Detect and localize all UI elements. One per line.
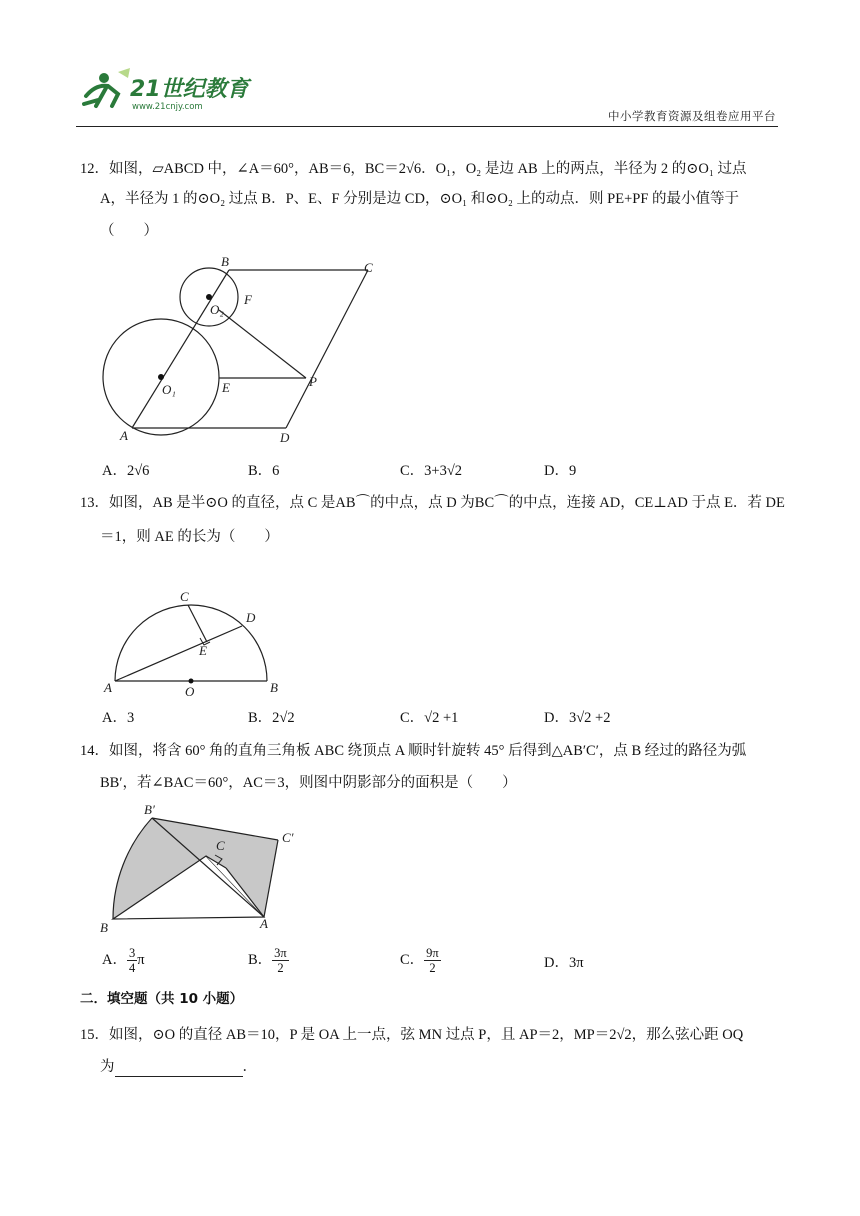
label-C: C xyxy=(364,260,373,275)
q13-option-d: D．3√2 +2 xyxy=(544,710,611,726)
label-B: B xyxy=(221,254,229,269)
q13-figure xyxy=(96,588,296,700)
q14-figure xyxy=(96,800,306,940)
label-C: C xyxy=(216,838,225,853)
q12-option-c: C．3+3√2 xyxy=(400,463,463,479)
label-B: B xyxy=(270,680,278,695)
q12-line3: （ ） xyxy=(100,223,158,239)
q14-option-d: D．3π xyxy=(544,955,584,971)
q12-option-d: D．9 xyxy=(544,463,577,479)
q13-line1: 13．如图，AB 是半⊙O 的直径，点 C 是AB⌒的中点，点 D 为BC⌒的中点，连接 AD，CE⊥AD 于点 E．若 DE xyxy=(80,495,785,511)
label-D: D xyxy=(246,610,256,625)
label-O: O xyxy=(185,684,195,699)
label-C-prime: C′ xyxy=(282,830,294,845)
label-D: D xyxy=(280,430,290,445)
q14-line1: 14．如图，将含 60° 角的直角三角板 ABC 绕顶点 A 顺时针旋转 45° 后得到△AB′C′，点 B 经过的路径为弧 xyxy=(80,743,747,759)
q15-line1: 15．如图，⊙O 的直径 AB＝10，P 是 OA 上一点，弦 MN 过点 P，且 AP＝2，MP＝2√2，那么弦心距 OQ xyxy=(80,1027,744,1043)
section-title: 二．填空题（共 10 小题） xyxy=(80,991,244,1007)
label-P: P xyxy=(309,374,317,389)
q13-option-a: A．3 xyxy=(102,710,135,726)
q14-line2: BB′，若∠BAC＝60°，AC＝3，则图中阴影部分的面积是（ ） xyxy=(100,775,517,791)
q13-option-b: B．2√2 xyxy=(248,710,295,726)
q12-line1: 12．如图，▱ABCD 中，∠A＝60°，AB＝6，BC＝2√6．O₁，O₂ 是边 AB 上的两点，半径为 2 的⊙O₁ 过点 xyxy=(80,161,747,177)
logo-sub-text: www.21cnjy.com xyxy=(132,102,203,112)
label-C: C xyxy=(180,589,189,604)
q15-line2: 为 ． xyxy=(100,1059,257,1075)
label-O1: O₁ xyxy=(162,382,176,397)
q14-option-b: B． $\frac{3\pi}{2}$ xyxy=(248,946,287,975)
label-A: A xyxy=(260,916,268,931)
logo xyxy=(78,66,278,114)
q14-option-a: A． $\frac{3}{4}$ π xyxy=(102,946,145,975)
label-B: B xyxy=(100,920,108,935)
answer-blank[interactable] xyxy=(115,1062,243,1077)
label-E: E xyxy=(199,643,207,658)
q12-option-a: A．2√6 xyxy=(102,463,150,479)
label-A: A xyxy=(120,428,128,443)
q13-option-c: C．√2 +1 xyxy=(400,710,459,726)
logo-main-text: 21世纪教育 xyxy=(130,77,249,102)
label-F: F xyxy=(244,292,252,307)
platform-name: 中小学教育资源及组卷应用平台 xyxy=(608,109,776,123)
header-divider xyxy=(76,126,778,127)
q14-option-c: C． $\frac{9\pi}{2}$ xyxy=(400,946,439,975)
q12-option-b: B．6 xyxy=(248,463,280,479)
label-B-prime: B′ xyxy=(144,802,155,817)
label-E: E xyxy=(222,380,230,395)
q12-line2: A，半径为 1 的⊙O₂ 过点 B．P、E、F 分别是边 CD，⊙O₁ 和⊙O₂ 上的动点．则 PE+PF 的最小值等于 xyxy=(100,191,740,207)
label-O2: O₂ xyxy=(210,302,224,317)
q13-line2: ＝1，则 AE 的长为（ ） xyxy=(100,529,279,545)
q12-figure xyxy=(96,252,386,446)
label-A: A xyxy=(104,680,112,695)
